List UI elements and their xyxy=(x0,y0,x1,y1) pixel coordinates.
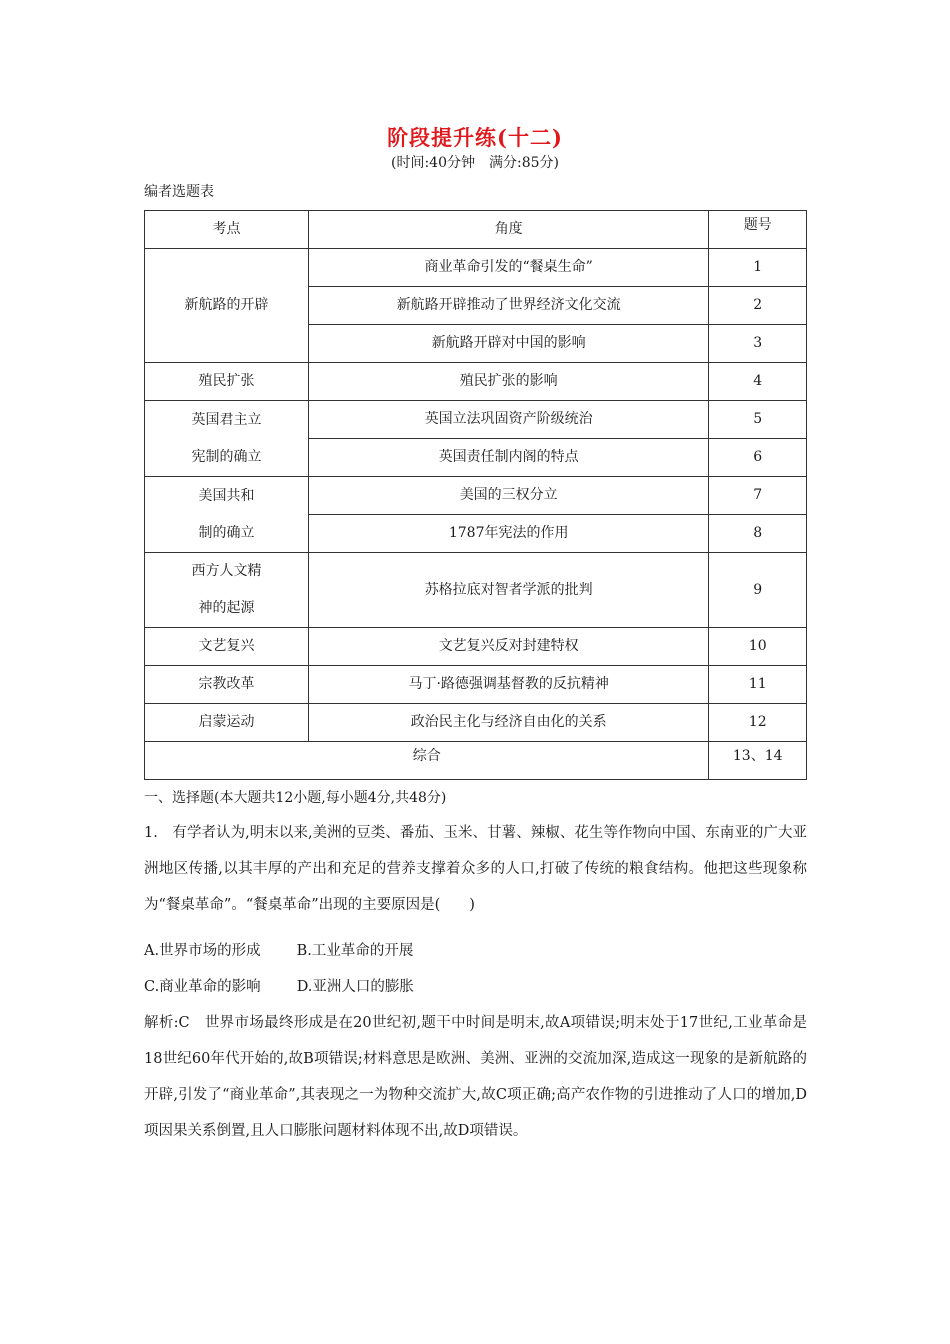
angle-cell: 殖民扩张的影响 xyxy=(308,363,708,401)
topic-cell xyxy=(145,401,309,477)
topic-line: 制的确立 xyxy=(198,524,255,541)
topic-cell: 文艺复兴 xyxy=(145,628,309,666)
table-row xyxy=(145,628,807,666)
table-row xyxy=(145,742,807,780)
options-row xyxy=(144,969,414,1005)
option-b: B.工业革命的开展 xyxy=(296,943,414,959)
table-row xyxy=(145,249,807,287)
option-c: C.商业革命的影响 xyxy=(144,979,261,995)
angle-cell: 文艺复兴反对封建特权 xyxy=(308,628,708,666)
table-caption: 编者选题表 xyxy=(144,184,214,200)
angle-cell: 英国责任制内阁的特点 xyxy=(308,439,708,477)
topic-cell: 启蒙运动 xyxy=(145,704,309,742)
header-topic: 考点 xyxy=(145,211,309,249)
topic-cell xyxy=(145,553,309,628)
number-cell: 6 xyxy=(709,439,807,477)
options-row xyxy=(144,933,413,969)
number-cell: 1 xyxy=(709,249,807,287)
topic-cell: 殖民扩张 xyxy=(145,363,309,401)
angle-cell: 马丁·路德强调基督教的反抗精神 xyxy=(308,666,708,704)
number-cell: 8 xyxy=(709,515,807,553)
header-angle: 角度 xyxy=(308,211,708,249)
table-header-row xyxy=(145,211,807,249)
topic-line: 西方人文精 xyxy=(191,563,262,579)
topic-cell: 新航路的开辟 xyxy=(145,249,309,363)
angle-cell: 新航路开辟推动了世界经济文化交流 xyxy=(308,287,708,325)
topic-line: 宪制的确立 xyxy=(191,448,262,465)
angle-cell: 苏格拉底对智者学派的批判 xyxy=(308,553,708,628)
topic-line: 神的起源 xyxy=(198,600,255,616)
table-row xyxy=(145,401,807,439)
topic-cell xyxy=(145,477,309,553)
table-row xyxy=(145,477,807,515)
question-stem: 1. 有学者认为,明末以来,美洲的豆类、番茄、玉米、甘薯、辣椒、花生等作物向中国、东南亚的广大亚洲地区传播,以其丰厚的产出和充足的营养支撑着众多的人口,打破了传统的粮食结构。他把这些现象称为“餐桌革命”。“餐桌革命”出现的主要原因是( ) xyxy=(144,825,807,913)
topic-line: 美国共和 xyxy=(198,487,255,504)
page-subtitle: (时间:40分钟 满分:85分) xyxy=(391,155,559,171)
option-a: A.世界市场的形成 xyxy=(144,943,261,959)
page-title: 阶段提升练(十二) xyxy=(387,125,563,150)
header-number: 题号 xyxy=(709,211,807,249)
topic-cell: 宗教改革 xyxy=(145,666,309,704)
number-cell: 10 xyxy=(709,628,807,666)
answer-analysis: 解析:C 世界市场最终形成是在20世纪初,题干中时间是明末,故A项错误;明末处于17世纪,工业革命是18世纪60年代开始的,故B项错误;材料意思是欧洲、美洲、亚洲的交流加深,造成这一现象的是新航路的开辟,引发了“商业革命”,其表现之一为物种交流扩大,故C项正确;高产农作物的引进推动了人口的增加,D项因果关系倒置,且人口膨胀问题材料体现不出,故D项错误。 xyxy=(144,1015,807,1139)
angle-cell: 政治民主化与经济自由化的关系 xyxy=(308,704,708,742)
angle-cell: 1787年宪法的作用 xyxy=(308,515,708,553)
table-row xyxy=(145,666,807,704)
number-cell: 3 xyxy=(709,325,807,363)
angle-cell: 美国的三权分立 xyxy=(308,477,708,515)
angle-cell: 新航路开辟对中国的影响 xyxy=(308,325,708,363)
summary-cell: 综合 xyxy=(145,742,709,780)
number-cell: 11 xyxy=(709,666,807,704)
topic-line: 英国君主立 xyxy=(191,411,262,428)
table-row xyxy=(145,553,807,628)
number-cell: 7 xyxy=(709,477,807,515)
number-cell: 5 xyxy=(709,401,807,439)
angle-cell: 商业革命引发的“餐桌生命” xyxy=(308,249,708,287)
table-row xyxy=(145,363,807,401)
table-row xyxy=(145,704,807,742)
option-d: D.亚洲人口的膨胀 xyxy=(296,979,414,995)
section-heading: 一、选择题(本大题共12小题,每小题4分,共48分) xyxy=(144,790,447,806)
topic-table xyxy=(144,210,807,780)
angle-cell: 英国立法巩固资产阶级统治 xyxy=(308,401,708,439)
number-cell: 13、14 xyxy=(709,742,807,780)
number-cell: 4 xyxy=(709,363,807,401)
number-cell: 2 xyxy=(709,287,807,325)
number-cell: 9 xyxy=(709,553,807,628)
number-cell: 12 xyxy=(709,704,807,742)
